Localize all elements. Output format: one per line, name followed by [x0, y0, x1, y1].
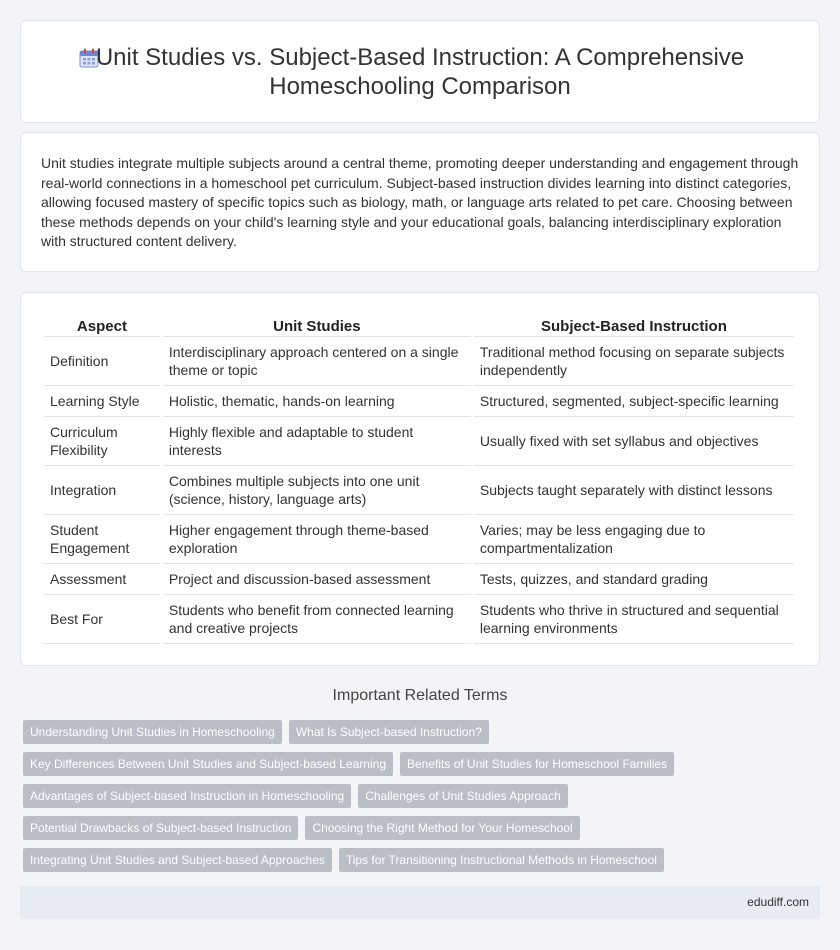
- table-row: [44, 386, 794, 417]
- related-tags-row: [23, 752, 674, 776]
- related-tag[interactable]: Integrating Unit Studies and Subject-based Approaches: [23, 848, 332, 872]
- table-cell: Subjects taught separately with distinct lessons: [474, 466, 794, 515]
- related-terms-title: Important Related Terms: [332, 687, 508, 704]
- table-cell: Highly flexible and adaptable to student interests: [163, 417, 471, 466]
- intro-text: Unit studies integrate multiple subjects around a central theme, promoting deeper understanding and engagement through real-world connections in a homeschool pet curriculum. Subject-based instruction divides learning into distinct categories, allowing focused mastery of specific topics such as biology, math, or language arts related to pet care. Choosing between these methods depends on your child's learning style and your educational goals, balancing interdisciplinary exploration with structured content delivery.: [41, 155, 799, 249]
- table-cell: Usually fixed with set syllabus and objectives: [474, 417, 794, 466]
- table-cell: Students who benefit from connected learning and creative projects: [163, 595, 471, 644]
- related-tag[interactable]: What Is Subject-based Instruction?: [289, 720, 489, 744]
- footer: [20, 886, 820, 919]
- related-tag[interactable]: Choosing the Right Method for Your Homeschool: [305, 816, 579, 840]
- table-header-row: [44, 315, 794, 337]
- table-cell: Learning Style: [44, 386, 160, 417]
- table-cell: Assessment: [44, 564, 160, 595]
- table-row: [44, 595, 794, 644]
- footer-site-link[interactable]: edudiff.com: [747, 895, 809, 909]
- table-cell: Structured, segmented, subject-specific learning: [474, 386, 794, 417]
- related-tags-row: [23, 816, 580, 840]
- header-aspect: Aspect: [44, 315, 160, 337]
- related-tag[interactable]: Benefits of Unit Studies for Homeschool Families: [400, 752, 674, 776]
- related-tag[interactable]: Challenges of Unit Studies Approach: [358, 784, 567, 808]
- table-row: [44, 515, 794, 564]
- header-subject-based: Subject-Based Instruction: [474, 315, 794, 337]
- table-cell: Project and discussion-based assessment: [163, 564, 471, 595]
- related-tag[interactable]: Advantages of Subject-based Instruction in Homeschooling: [23, 784, 351, 808]
- related-tags-row: [23, 848, 664, 872]
- table-row: [44, 337, 794, 386]
- header-unit-studies: Unit Studies: [163, 315, 471, 337]
- related-tag[interactable]: Potential Drawbacks of Subject-based Instruction: [23, 816, 298, 840]
- page-title: Unit Studies vs. Subject-Based Instruction: A Comprehensive Homeschooling Comparison: [95, 44, 745, 100]
- intro-card: [20, 132, 820, 272]
- related-tags-row: [23, 720, 489, 744]
- comparison-table: [41, 315, 797, 644]
- table-cell: Interdisciplinary approach centered on a single theme or topic: [163, 337, 471, 386]
- table-cell: Curriculum Flexibility: [44, 417, 160, 466]
- table-row: [44, 466, 794, 515]
- table-cell: Holistic, thematic, hands-on learning: [163, 386, 471, 417]
- table-cell: Best For: [44, 595, 160, 644]
- table-row: [44, 417, 794, 466]
- table-cell: Varies; may be less engaging due to compartmentalization: [474, 515, 794, 564]
- related-tag[interactable]: Key Differences Between Unit Studies and Subject-based Learning: [23, 752, 393, 776]
- related-tags-row: [23, 784, 568, 808]
- table-cell: Tests, quizzes, and standard grading: [474, 564, 794, 595]
- table-cell: Definition: [44, 337, 160, 386]
- table-cell: Students who thrive in structured and sequential learning environments: [474, 595, 794, 644]
- related-tag[interactable]: Tips for Transitioning Instructional Methods in Homeschool: [339, 848, 664, 872]
- table-cell: Student Engagement: [44, 515, 160, 564]
- comparison-card: [20, 292, 820, 666]
- table-row: [44, 564, 794, 595]
- table-cell: Traditional method focusing on separate subjects independently: [474, 337, 794, 386]
- table-cell: Higher engagement through theme-based exploration: [163, 515, 471, 564]
- table-cell: Integration: [44, 466, 160, 515]
- related-tag[interactable]: Understanding Unit Studies in Homeschooling: [23, 720, 282, 744]
- table-cell: Combines multiple subjects into one unit (science, history, language arts): [163, 466, 471, 515]
- header-card: [20, 20, 820, 123]
